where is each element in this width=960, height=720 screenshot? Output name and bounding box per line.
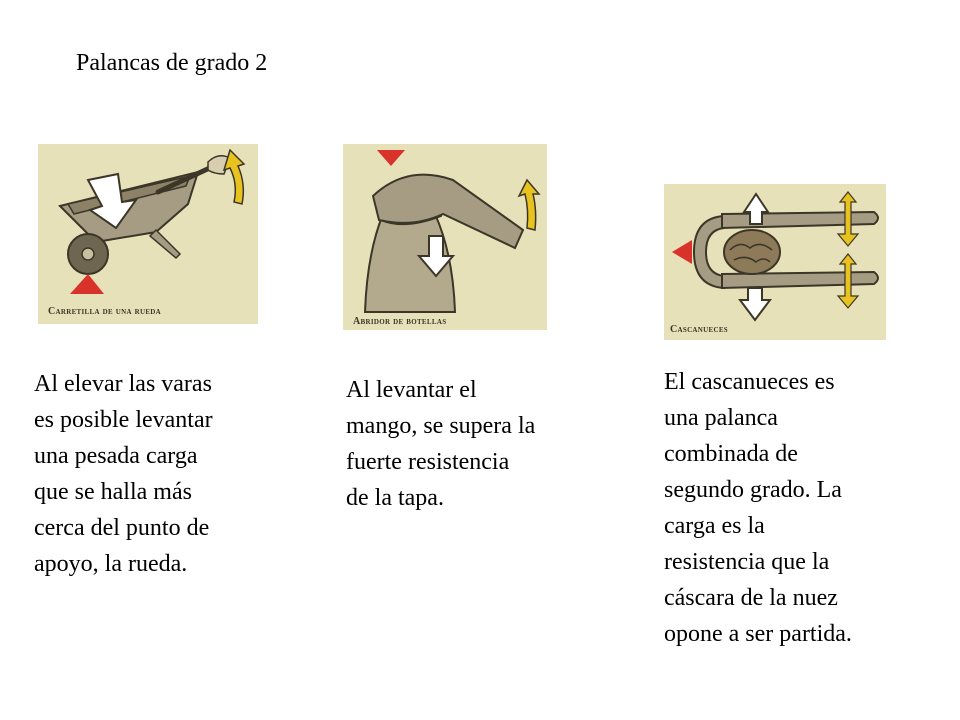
wheelbarrow-panel — [38, 144, 258, 324]
nutcracker-icon — [664, 184, 886, 340]
wheelbarrow-icon — [38, 144, 258, 324]
nutcracker-description: El cascanueces es una palanca combinada de segundo grado. La carga es la resistencia que la cáscara de la nuez opone a ser partida. — [664, 369, 852, 647]
nutcracker-caption: Cascanueces — [670, 324, 728, 335]
slide-title: Palancas de grado 2 — [76, 50, 268, 76]
bottle-opener-caption: Abridor de botellas — [353, 316, 447, 327]
nutcracker-panel — [664, 184, 886, 340]
bottle-opener-description: Al levantar el mango, se supera la fuerte resistencia de la tapa. — [346, 377, 536, 511]
bottle-opener-panel — [343, 144, 547, 330]
wheelbarrow-caption: Carretilla de una rueda — [48, 306, 162, 317]
bottle-opener-icon — [343, 144, 547, 330]
wheelbarrow-description: Al elevar las varas es posible levantar una pesada carga que se halla más cerca del punto de apoyo, la rueda. — [34, 371, 213, 577]
